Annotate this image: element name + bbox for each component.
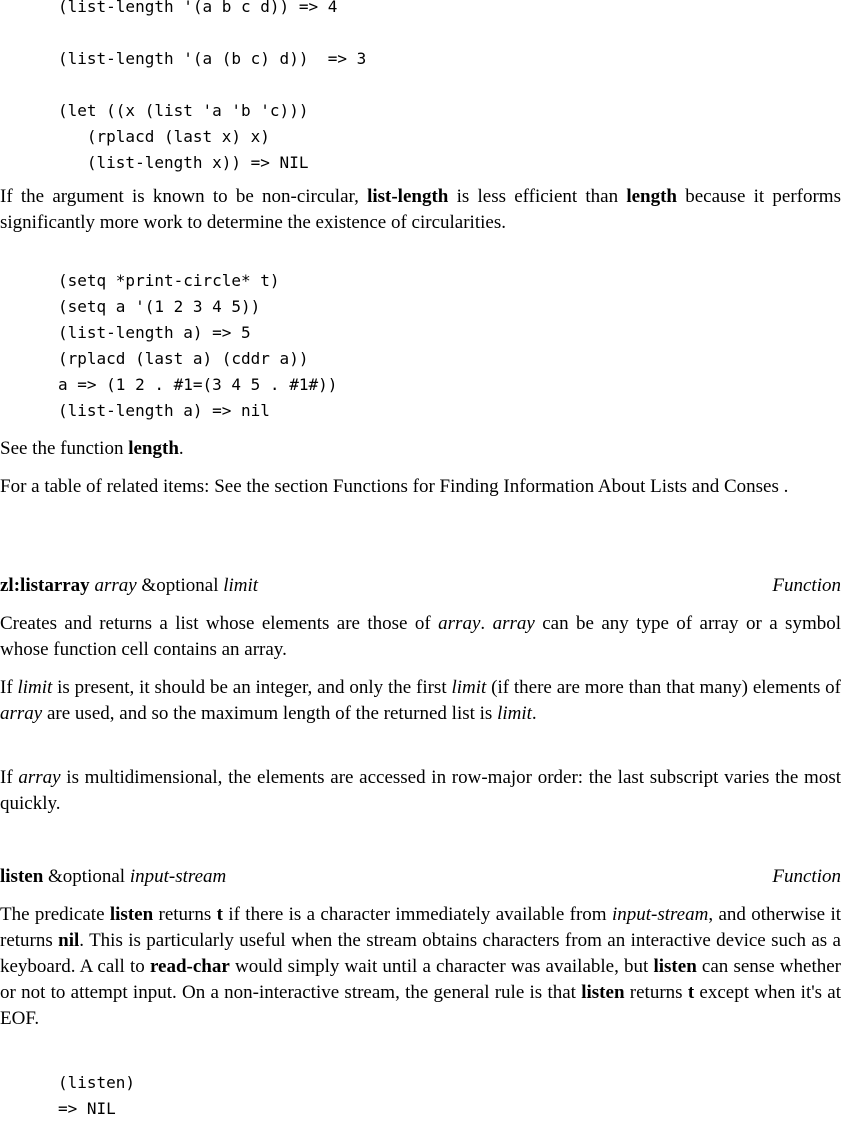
related-items-paragraph: For a table of related items: See the section Functions for Finding Information About Lists and Conses . [0, 476, 789, 497]
function-name: zl:listarray [0, 575, 90, 596]
code-example-listen: (listen) => NIL [58, 1073, 136, 1118]
listarray-definition-header: zl:listarray array &optional limit Function [0, 573, 841, 599]
listen-definition-header: listen &optional input-stream Function [0, 864, 841, 890]
code-example-list-length-2: (list-length '(a (b c) d)) => 3 [58, 49, 367, 68]
inline-term: list-length [367, 186, 449, 207]
code-example-list-length-1: (list-length '(a b c d)) => 4 [58, 0, 338, 16]
code-example-let-block: (let ((x (list 'a 'b 'c))) (rplacd (last x) x) (list-length x)) => NIL [58, 101, 309, 172]
code-example-print-circle: (setq *print-circle* t) (setq a '(1 2 3 4 5)) (list-length a) => 5 (rplacd (last a) (cddr a)) a => (1 2 . #1=(3 4 5 . #1#)) (list-length a) => nil [58, 271, 338, 420]
listarray-description-2: If limit is present, it should be an integer, and only the first limit (if there are more than that many) elements of array are used, and so the maximum length of the returned list is limit. [0, 677, 841, 724]
function-name: listen [0, 866, 44, 887]
inline-term: length [626, 186, 678, 207]
listarray-description-1: Creates and returns a list whose elements are those of array. array can be any type of array or a symbol whose function cell contains an array. [0, 613, 841, 660]
category-label: Function [772, 575, 841, 596]
category-label: Function [772, 866, 841, 887]
listarray-description-3: If array is multidimensional, the elements are accessed in row-major order: the last subscript varies the most quickly. [0, 767, 841, 814]
listen-description: The predicate listen returns t if there is a character immediately available from input-stream, and otherwise it returns nil. This is particularly useful when the stream obtains characters from an interactive device such as a keyboard. A call to read-char would simply wait until a character was available, but listen can sense whether or not to attempt input. On a non-interactive stream, the general rule is that listen returns t except when it's at EOF. [0, 904, 842, 1029]
link-length[interactable]: length [128, 438, 179, 459]
see-length-line: See the function length. [0, 438, 184, 459]
list-length-paragraph: If the argument is known to be non-circular, list-length is less efficient than length because it performs significantly more work to determine the existence of circularities. [0, 186, 841, 233]
